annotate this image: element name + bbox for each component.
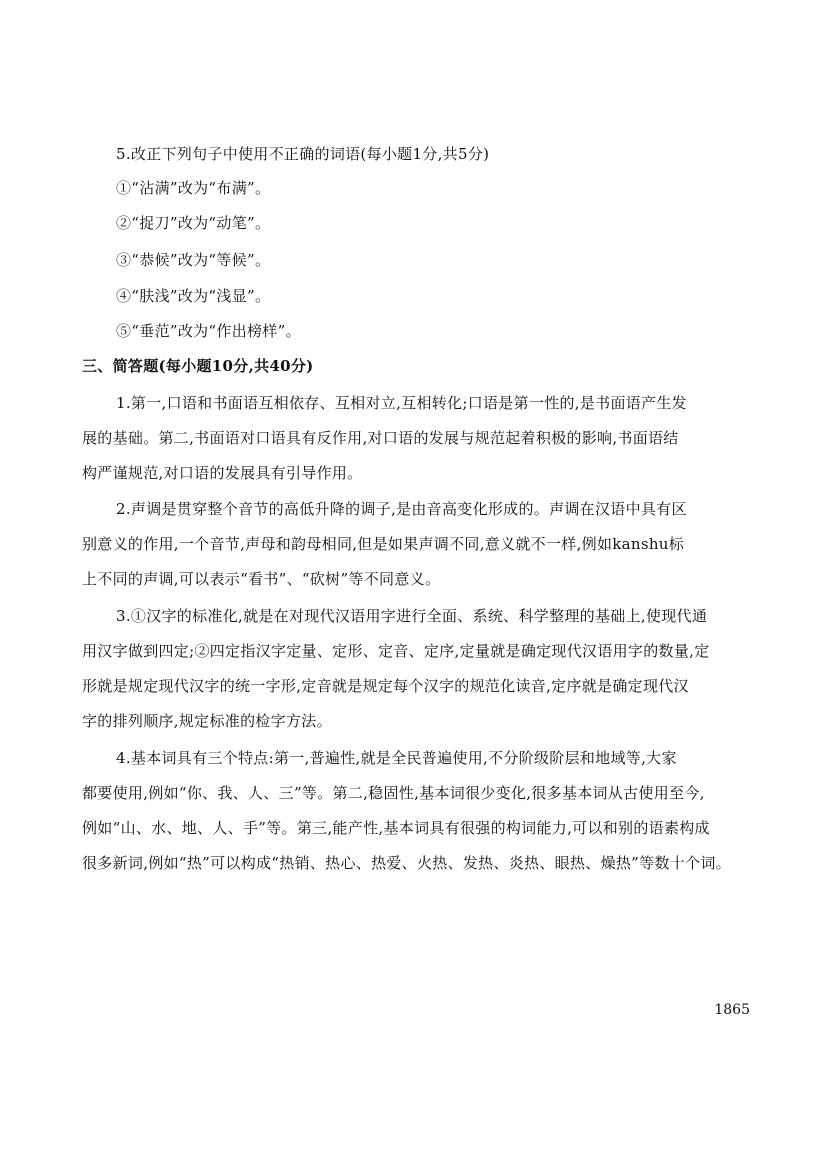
- section-3-heading: 三、简答题(每小题10分,共40分): [82, 357, 314, 375]
- answer-1-line-3: 构严谨规范,对口语的发展具有引导作用。: [82, 464, 363, 482]
- answer-4-line-3: 例如“山、水、地、人、手”等。第三,能产性,基本词具有很强的构词能力,可以和别的语素构成: [82, 819, 710, 837]
- answer-3-line-3: 形就是规定现代汉字的统一字形,定音就是规定每个汉字的规范化读音,定序就是确定现代汉: [82, 677, 689, 695]
- q5-item-2: ②“捉刀”改为“动笔”。: [116, 214, 271, 232]
- answer-3-line-1: 3.①汉字的标准化,就是在对现代汉语用字进行全面、系统、科学整理的基础上,使现代通: [116, 607, 708, 625]
- page-number: 1865: [714, 1002, 750, 1018]
- q5-item-4: ④“肤浅”改为“浅显”。: [116, 287, 271, 305]
- answer-2-line-3: 上不同的声调,可以表示“看书”、“砍树”等不同意义。: [82, 570, 441, 588]
- answer-4-line-2: 都要使用,例如“你、我、人、三”等。第二,稳固性,基本词很少变化,很多基本词从古使用至今,: [82, 784, 705, 802]
- answer-2-line-1: 2.声调是贯穿整个音节的高低升降的调子,是由音高变化形成的。声调在汉语中具有区: [116, 500, 687, 518]
- q5-item-5: ⑤“垂范”改为“作出榜样”。: [116, 322, 301, 340]
- answer-3-line-2: 用汉字做到四定;②四定指汉字定量、定形、定音、定序,定量就是确定现代汉语用字的数量,定: [82, 642, 710, 660]
- answer-4-line-1: 4.基本词具有三个特点:第一,普遍性,就是全民普遍使用,不分阶级阶层和地域等,大家: [116, 749, 677, 767]
- answer-1-line-1: 1.第一,口语和书面语互相依存、互相对立,互相转化;口语是第一性的,是书面语产生发: [116, 394, 687, 412]
- answer-4-line-4: 很多新词,例如“热”可以构成“热销、热心、热爱、火热、发热、炎热、眼热、燥热”等数十个词。: [82, 854, 731, 872]
- question-5-title: 5.改正下列句子中使用不正确的词语(每小题1分,共5分): [116, 145, 490, 163]
- answer-2-line-2: 别意义的作用,一个音节,声母和韵母相同,但是如果声调不同,意义就不一样,例如kanshu标: [82, 535, 685, 553]
- q5-item-1: ①“沾满”改为“布满”。: [116, 179, 271, 197]
- q5-item-3: ③“恭候”改为“等候”。: [116, 251, 271, 269]
- answer-1-line-2: 展的基础。第二,书面语对口语具有反作用,对口语的发展与规范起着积极的影响,书面语结: [82, 429, 679, 447]
- answer-3-line-4: 字的排列顺序,规定标准的检字方法。: [82, 712, 332, 730]
